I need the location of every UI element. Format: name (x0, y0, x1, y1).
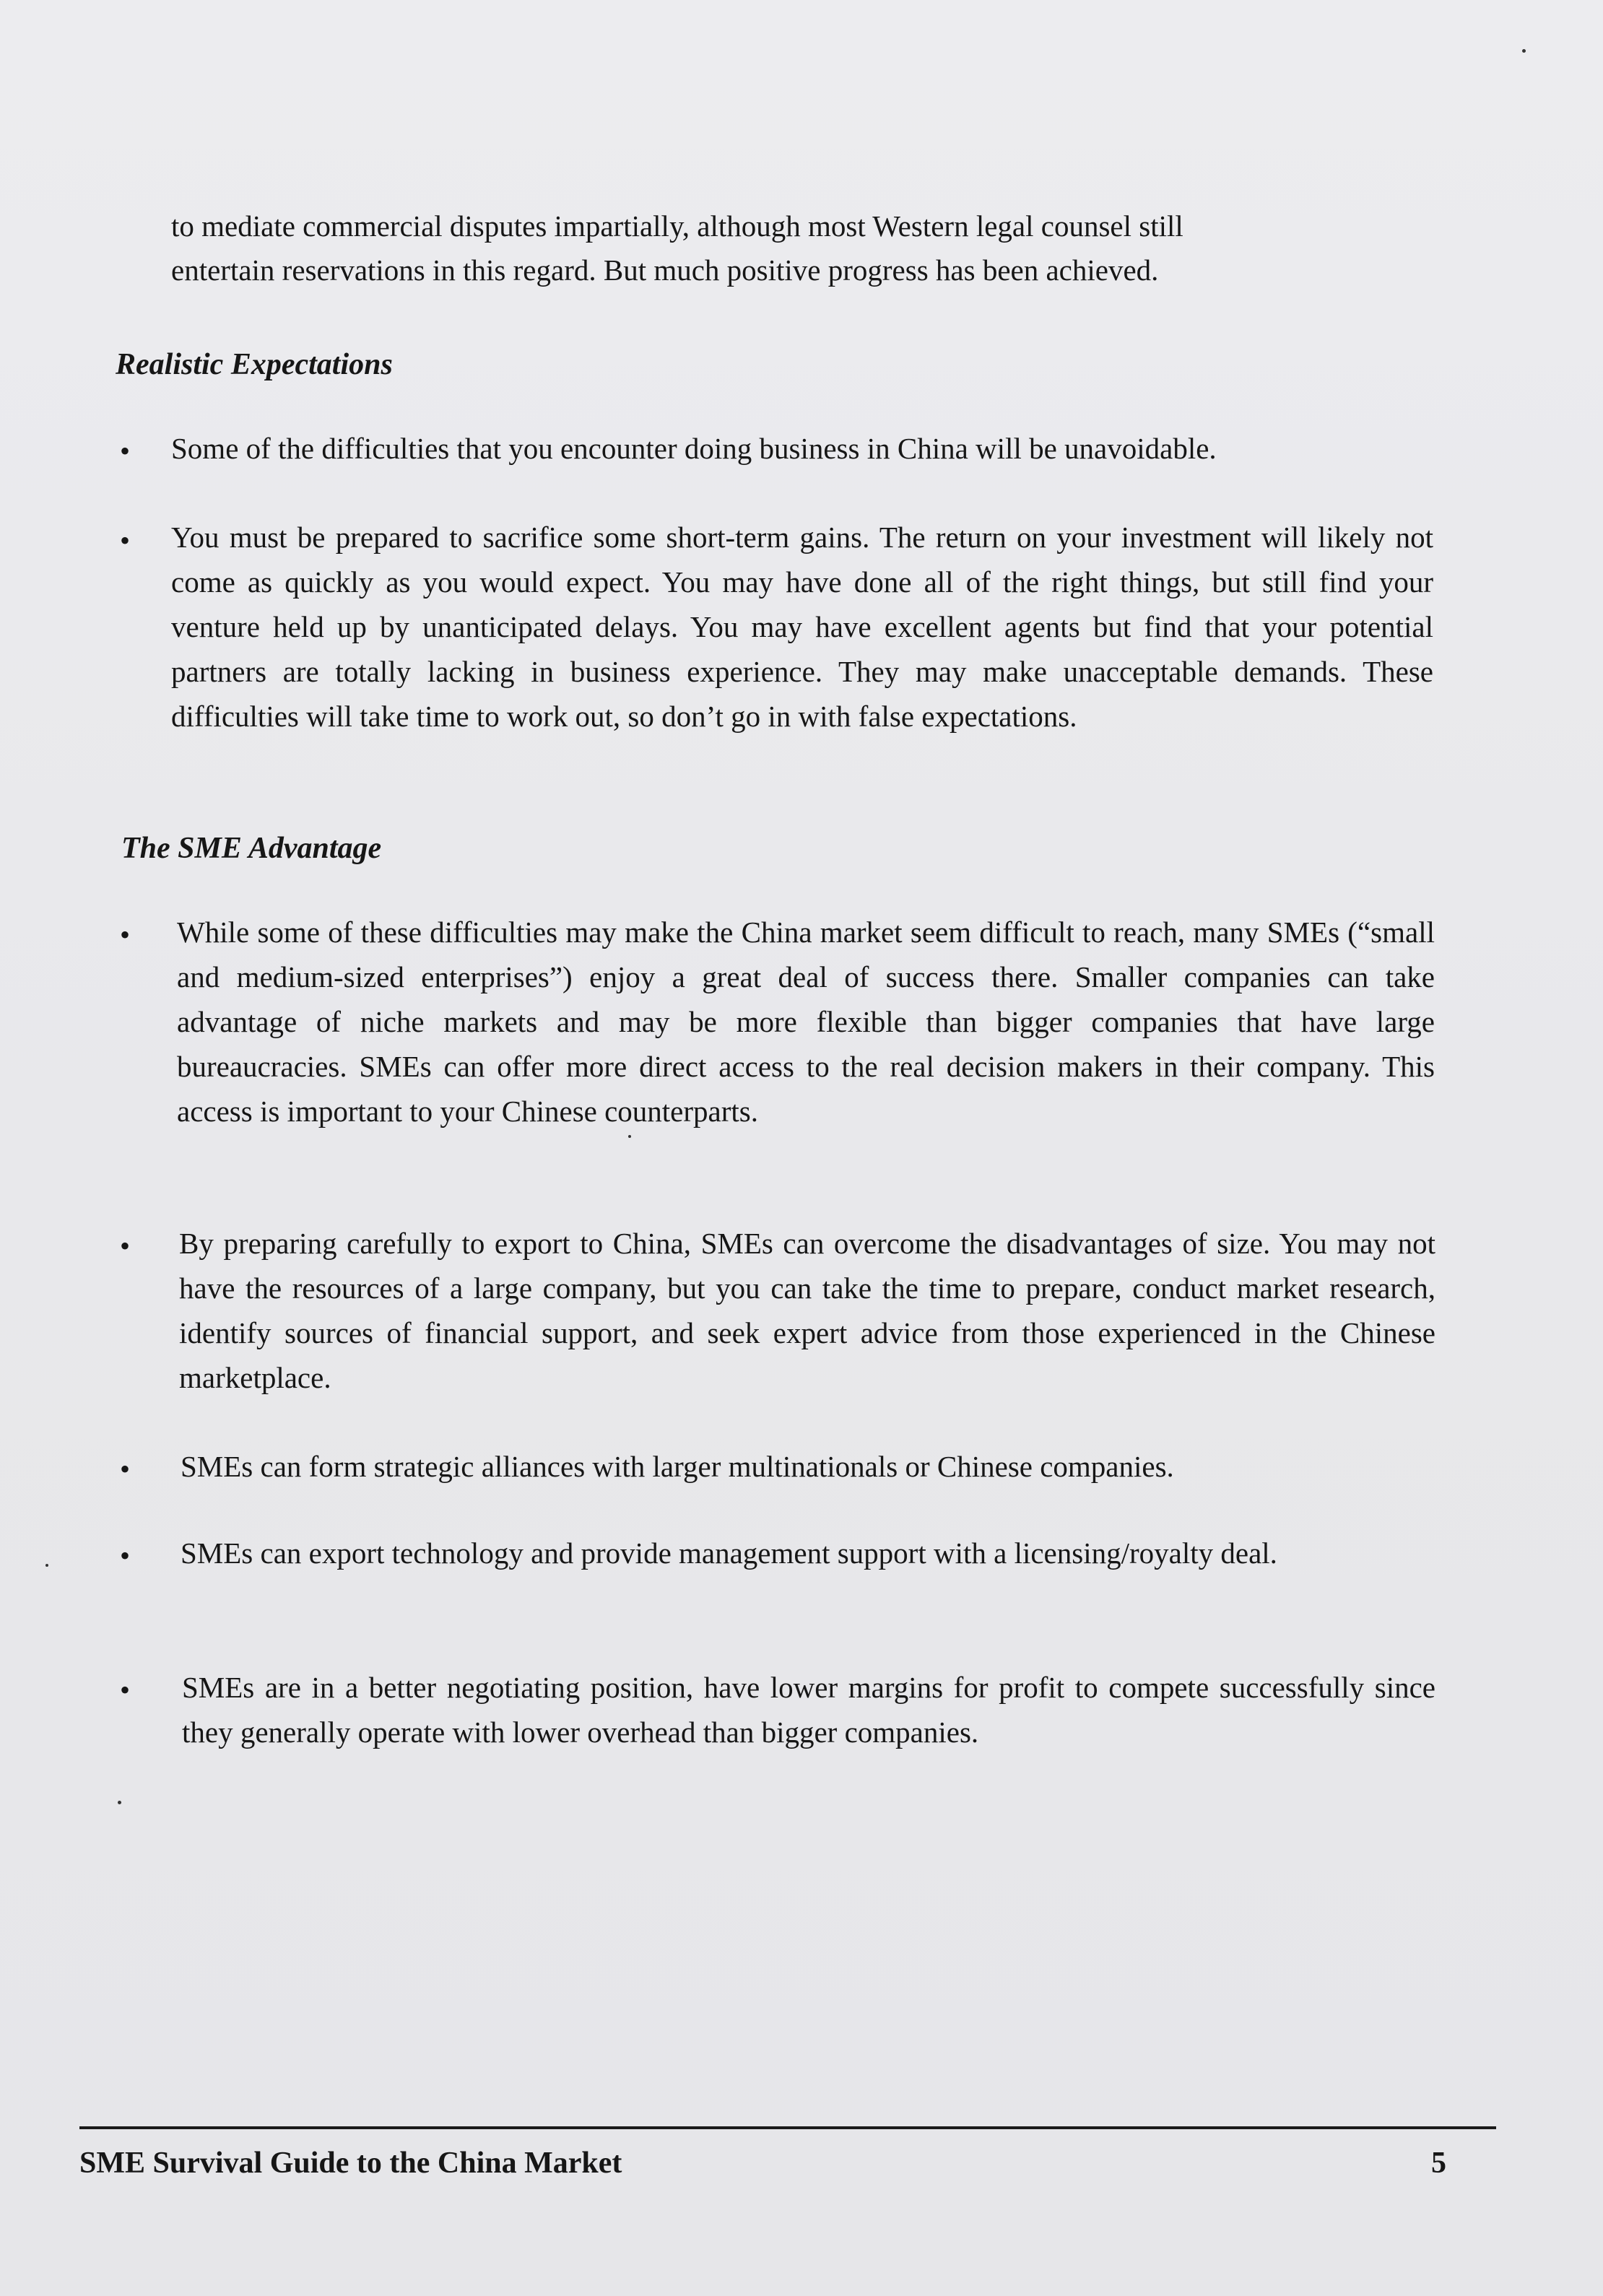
intro-line-2: entertain reservations in this regard. But much positive progress has been achieved. (171, 253, 1159, 287)
footer-title: SME Survival Guide to the China Market (79, 2147, 622, 2180)
scan-speck (45, 1564, 48, 1567)
bullet-marker: • (120, 1539, 131, 1572)
bullet-marker: • (120, 1230, 131, 1262)
bullet-text-realistic-1: Some of the difficulties that you encounter doing business in China will be unavoidable. (171, 432, 1217, 465)
footer-page-number: 5 (1431, 2147, 1446, 2180)
bullet-text-advantage-1: While some of these difficulties may make the China market seem difficult to reach, many SMEs (“small and medium-sized enterprises”) enjoy a great deal of success there. Smaller companies can take advantage of niche markets and may be more flexible than bigger companies that have large bureaucracies. SMEs can offer more direct access to the real decision makers in their company. This access is important to your Chinese counterparts. (177, 916, 1435, 1128)
scan-speck (628, 1135, 631, 1138)
bullet-text-advantage-4: SMEs can export technology and provide management support with a licensing/royalty deal. (181, 1536, 1277, 1570)
bullet-marker: • (120, 524, 131, 557)
heading-sme-advantage: The SME Advantage (121, 832, 382, 865)
bullet-text-realistic-2: You must be prepared to sacrifice some short-term gains. The return on your investment will likely not come as quickly as you would expect. You may have done all of the right things, but still find your venture held up by unanticipated delays. You may have excellent agents but find that your potential partners are totally lacking in business experience. They may make unacceptable demands. These difficulties will take time to work out, so don’t go in with false expectations. (171, 521, 1433, 733)
bullet-marker: • (120, 435, 131, 467)
footer-rule (79, 2126, 1496, 2129)
bullet-marker: • (120, 1674, 131, 1706)
heading-realistic-expectations: Realistic Expectations (116, 348, 393, 381)
bullet-marker: • (120, 918, 131, 951)
scan-speck (118, 1801, 121, 1804)
bullet-text-advantage-5: SMEs are in a better negotiating position, have lower margins for profit to compete successfully since they generally operate with lower overhead than bigger companies. (182, 1671, 1435, 1749)
bullet-marker: • (120, 1453, 131, 1485)
bullet-text-advantage-2: By preparing carefully to export to China, SMEs can overcome the disadvantages of size. You may not have the resources of a large company, but you can take the time to prepare, conduct market research, identify sources of financial support, and seek expert advice from those experienced in the Chinese marketplace. (179, 1227, 1435, 1394)
scan-speck (1522, 49, 1526, 53)
intro-line-1: to mediate commercial disputes impartially, although most Western legal counsel still (171, 209, 1183, 243)
bullet-text-advantage-3: SMEs can form strategic alliances with larger multinationals or Chinese companies. (181, 1450, 1174, 1483)
